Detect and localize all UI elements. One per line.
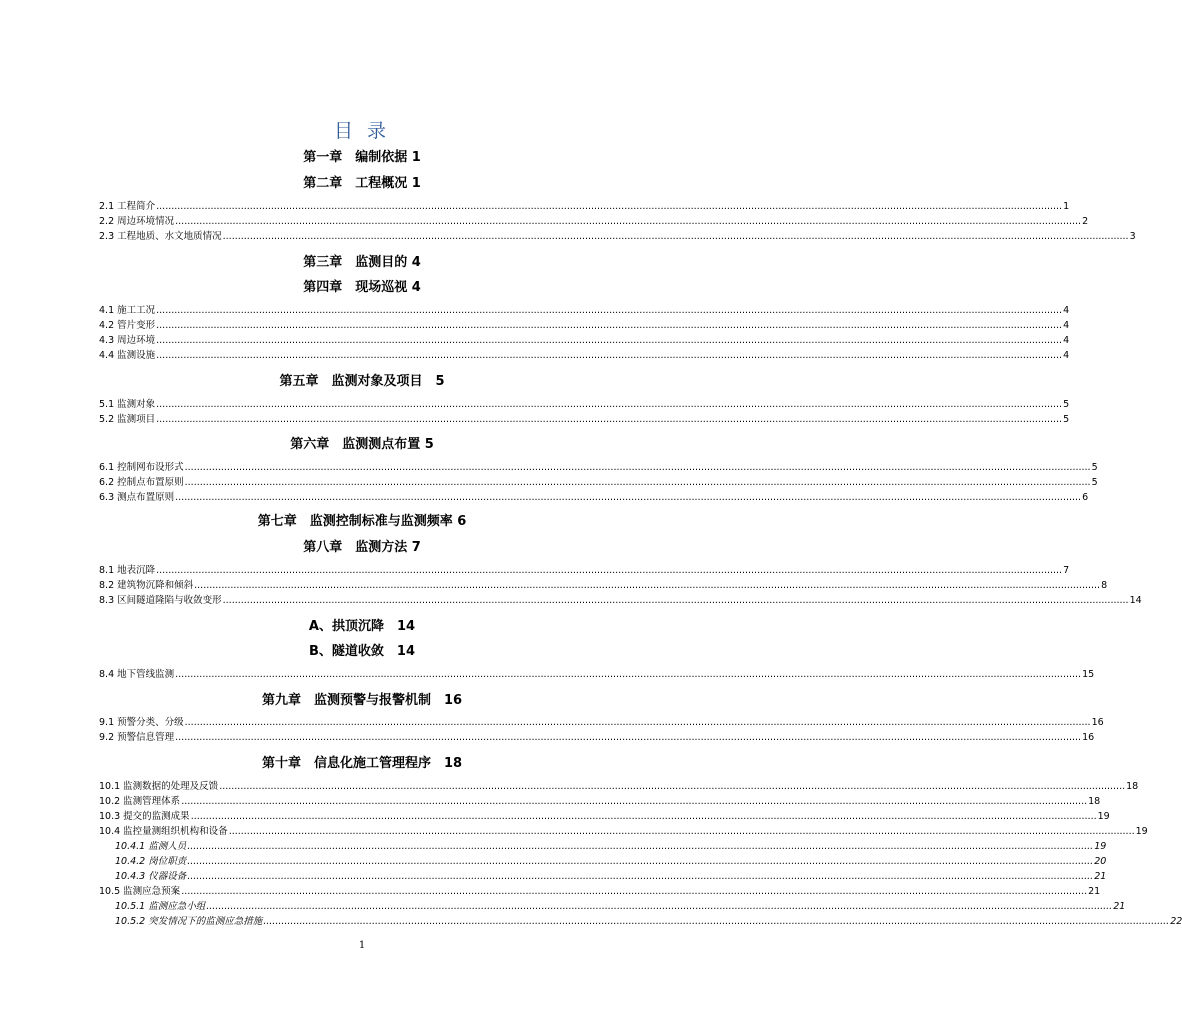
leader-dots: ............................................................................................................................................................................................................................................................................................................ <box>194 580 1101 591</box>
toc-subentry[interactable] <box>115 900 1126 913</box>
toc-entry-label: 10.5.2 突发情况下的监测应急措施 <box>115 916 263 927</box>
chapter-heading: 第十章 信息化施工管理程序 18 <box>261 756 463 771</box>
toc-entry-label: 9.1 预警分类、分级 <box>99 717 184 728</box>
chapter-heading: 第四章 现场巡视 4 <box>303 280 421 295</box>
toc-entry-label: 2.1 工程简介 <box>99 201 156 212</box>
chapter-heading: 第八章 监测方法 7 <box>303 540 421 555</box>
toc-entry-label: 10.5 监测应急预案 <box>99 886 181 897</box>
toc-entry-page: 2 <box>1082 216 1089 227</box>
toc-entry-page: 5 <box>1091 477 1098 488</box>
toc-entry-label: 2.3 工程地质、水文地质情况 <box>99 231 222 242</box>
leader-dots: ............................................................................................................................................................................................................................................................................................................ <box>175 732 1082 743</box>
toc-entry-label: 9.2 预警信息管理 <box>99 732 175 743</box>
toc-entry[interactable] <box>99 398 1070 411</box>
chapter-heading: 第七章 监测控制标准与监测频率 6 <box>257 514 467 529</box>
toc-entry-page: 4 <box>1063 305 1070 316</box>
leader-dots: ............................................................................................................................................................................................................................................................................................................ <box>184 462 1091 473</box>
leader-dots: ............................................................................................................................................................................................................................................................................................................ <box>175 216 1082 227</box>
chapter-heading: 第五章 监测对象及项目 5 <box>279 374 445 389</box>
leader-dots: ............................................................................................................................................................................................................................................................................................................ <box>156 335 1063 346</box>
toc-entry[interactable] <box>99 413 1070 426</box>
chapter-heading: 第三章 监测目的 4 <box>303 255 421 270</box>
toc-entry[interactable] <box>99 200 1070 213</box>
leader-dots: ............................................................................................................................................................................................................................................................................................................ <box>175 669 1082 680</box>
toc-entry[interactable] <box>99 795 1101 808</box>
toc-entry-label: 8.4 地下管线监测 <box>99 669 175 680</box>
toc-title: 目 录 <box>333 120 391 142</box>
leader-dots: ............................................................................................................................................................................................................................................................................................................ <box>156 414 1063 425</box>
toc-entry-label: 10.4.2 岗位职责 <box>115 856 187 867</box>
toc-entry-label: 4.4 监测设施 <box>99 350 156 361</box>
toc-entry-label: 4.3 周边环境 <box>99 335 156 346</box>
toc-subentry[interactable] <box>115 855 1107 868</box>
toc-subentry[interactable] <box>115 915 1182 928</box>
toc-entry-label: 8.3 区间隧道隆陷与收敛变形 <box>99 595 222 606</box>
leader-dots: ............................................................................................................................................................................................................................................................................................................ <box>187 871 1094 882</box>
leader-dots: ............................................................................................................................................................................................................................................................................................................ <box>156 565 1063 576</box>
toc-entry-label: 2.2 周边环境情况 <box>99 216 175 227</box>
toc-entry-page: 5 <box>1063 414 1070 425</box>
toc-entry-label: 10.3 提交的监测成果 <box>99 811 190 822</box>
toc-entry-page: 15 <box>1082 669 1095 680</box>
toc-entry-label: 5.2 监测项目 <box>99 414 156 425</box>
leader-dots: ............................................................................................................................................................................................................................................................................................................ <box>156 305 1063 316</box>
toc-entry-page: 4 <box>1063 320 1070 331</box>
chapter-heading: 第九章 监测预警与报警机制 16 <box>261 693 463 708</box>
toc-entry-page: 22 <box>1170 916 1182 927</box>
chapter-heading: 第二章 工程概况 1 <box>303 176 421 191</box>
toc-entry-page: 20 <box>1094 856 1107 867</box>
leader-dots: ............................................................................................................................................................................................................................................................................................................ <box>156 320 1063 331</box>
toc-entry-page: 19 <box>1094 841 1107 852</box>
leader-dots: ............................................................................................................................................................................................................................................................................................................ <box>156 399 1063 410</box>
toc-entry-label: 10.2 监测管理体系 <box>99 796 181 807</box>
chapter-heading: 第一章 编制依据 1 <box>303 150 421 165</box>
toc-entry-label: 10.1 监测数据的处理及反馈 <box>99 781 219 792</box>
leader-dots: ............................................................................................................................................................................................................................................................................................................ <box>219 781 1126 792</box>
toc-entry-label: 6.2 控制点布置原则 <box>99 477 184 488</box>
toc-entry-label: 8.2 建筑物沉降和倾斜 <box>99 580 194 591</box>
toc-subentry[interactable] <box>115 840 1107 853</box>
toc-entry[interactable] <box>99 230 1136 243</box>
chapter-heading: 第六章 监测测点布置 5 <box>290 437 434 452</box>
toc-entry-label: 10.4.1 监测人员 <box>115 841 187 852</box>
toc-entry-page: 21 <box>1113 901 1126 912</box>
toc-entry[interactable] <box>99 668 1095 681</box>
toc-entry-page: 6 <box>1082 492 1089 503</box>
leader-dots: ............................................................................................................................................................................................................................................................................................................ <box>175 492 1082 503</box>
toc-entry-label: 4.2 管片变形 <box>99 320 156 331</box>
toc-entry-page: 16 <box>1082 732 1095 743</box>
leader-dots: ............................................................................................................................................................................................................................................................................................................ <box>206 901 1113 912</box>
leader-dots: ............................................................................................................................................................................................................................................................................................................ <box>263 916 1170 927</box>
toc-entry-page: 8 <box>1101 580 1108 591</box>
toc-entry[interactable] <box>99 476 1098 489</box>
toc-entry[interactable] <box>99 564 1070 577</box>
leader-dots: ............................................................................................................................................................................................................................................................................................................ <box>156 201 1063 212</box>
toc-entry-label: 5.1 监测对象 <box>99 399 156 410</box>
toc-entry-page: 19 <box>1135 826 1148 837</box>
toc-entry[interactable] <box>99 731 1095 744</box>
toc-entry-label: 10.4 监控量测组织机构和设备 <box>99 826 228 837</box>
leader-dots: ............................................................................................................................................................................................................................................................................................................ <box>222 231 1129 242</box>
toc-entry-label: 8.1 地表沉降 <box>99 565 156 576</box>
toc-entry[interactable] <box>99 304 1070 317</box>
toc-entry[interactable] <box>99 716 1104 729</box>
toc-entry[interactable] <box>99 334 1070 347</box>
leader-dots: ............................................................................................................................................................................................................................................................................................................ <box>181 796 1088 807</box>
toc-entry[interactable] <box>99 491 1089 504</box>
toc-entry-page: 18 <box>1126 781 1139 792</box>
toc-entry[interactable] <box>99 885 1101 898</box>
toc-entry-page: 7 <box>1063 565 1070 576</box>
leader-dots: ............................................................................................................................................................................................................................................................................................................ <box>184 477 1091 488</box>
toc-entry-page: 3 <box>1129 231 1136 242</box>
leader-dots: ............................................................................................................................................................................................................................................................................................................ <box>222 595 1129 606</box>
toc-entry[interactable] <box>99 461 1098 474</box>
toc-entry-label: 10.4.3 仪器设备 <box>115 871 187 882</box>
leader-dots: ............................................................................................................................................................................................................................................................................................................ <box>156 350 1063 361</box>
toc-entry-page: 16 <box>1091 717 1104 728</box>
toc-entry-label: 4.1 施工工况 <box>99 305 156 316</box>
leader-dots: ............................................................................................................................................................................................................................................................................................................ <box>187 856 1094 867</box>
toc-entry-page: 5 <box>1063 399 1070 410</box>
chapter-heading: A、拱顶沉降 14 <box>308 619 416 634</box>
toc-entry-page: 4 <box>1063 350 1070 361</box>
toc-subentry[interactable] <box>115 870 1107 883</box>
toc-entry[interactable] <box>99 810 1110 823</box>
toc-entry[interactable] <box>99 579 1108 592</box>
leader-dots: ............................................................................................................................................................................................................................................................................................................ <box>190 811 1097 822</box>
leader-dots: ............................................................................................................................................................................................................................................................................................................ <box>184 717 1091 728</box>
toc-entry[interactable] <box>99 319 1070 332</box>
toc-entry-page: 5 <box>1091 462 1098 473</box>
toc-entry-page: 19 <box>1097 811 1110 822</box>
toc-entry-page: 21 <box>1094 871 1107 882</box>
chapter-heading: B、隧道收敛 14 <box>309 644 415 659</box>
toc-entry[interactable] <box>99 825 1148 838</box>
toc-entry[interactable] <box>99 780 1139 793</box>
toc-entry-label: 6.3 测点布置原则 <box>99 492 175 503</box>
leader-dots: ............................................................................................................................................................................................................................................................................................................ <box>228 826 1135 837</box>
toc-entry-page: 1 <box>1063 201 1070 212</box>
toc-entry-page: 14 <box>1129 595 1142 606</box>
toc-entry-page: 4 <box>1063 335 1070 346</box>
toc-entry[interactable] <box>99 594 1142 607</box>
toc-entry-page: 21 <box>1088 886 1101 897</box>
toc-entry-label: 10.5.1 监测应急小组 <box>115 901 206 912</box>
toc-entry[interactable] <box>99 349 1070 362</box>
toc-entry-label: 6.1 控制网布设形式 <box>99 462 184 473</box>
leader-dots: ............................................................................................................................................................................................................................................................................................................ <box>181 886 1088 897</box>
toc-entry-page: 18 <box>1088 796 1101 807</box>
toc-entry[interactable] <box>99 215 1089 228</box>
leader-dots: ............................................................................................................................................................................................................................................................................................................ <box>187 841 1094 852</box>
page-number: 1 <box>358 940 366 951</box>
